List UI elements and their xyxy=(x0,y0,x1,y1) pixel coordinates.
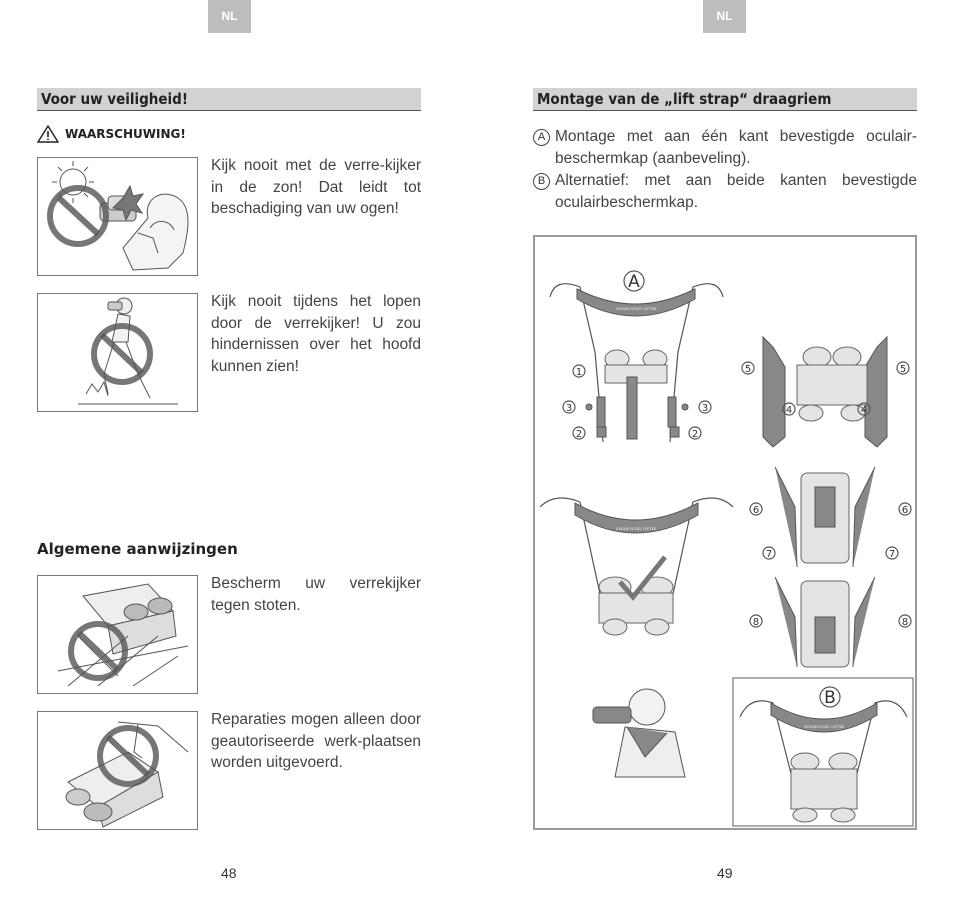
step-6: 6 xyxy=(752,505,760,516)
mounting-options-list xyxy=(533,126,917,214)
warning-text-walking: Kijk nooit tijdens het lopen door de verrekijker! U zou hindernissen over het hoofd kunnen zien! xyxy=(211,293,421,375)
brand-text: SWAROVSKI OPTIK xyxy=(615,306,657,311)
step-8: 8 xyxy=(752,617,760,628)
page-number-right: 49 xyxy=(717,865,733,881)
panel-person-using xyxy=(593,689,685,777)
step-8: 8 xyxy=(901,617,909,628)
panel-strap-adjust-upper xyxy=(750,467,911,567)
general-text-impact: Bescherm uw verrekijker tegen stoten. xyxy=(211,575,421,614)
warning-text-sun: Kijk nooit met de verre-kijker in de zon! Dat leidt tot beschadiging van uw ogen! xyxy=(211,157,421,217)
panel-strap-mounted xyxy=(540,498,733,635)
option-marker: B xyxy=(533,173,550,190)
strap-mounting-figure xyxy=(533,235,917,830)
option-text: Montage met aan één kant bevestigde oculair-beschermkap (aanbeveling). xyxy=(555,128,917,167)
option-text: Alternatief: met aan beide kanten bevestigde oculairbeschermkap. xyxy=(555,172,917,211)
step-2: 2 xyxy=(575,429,583,440)
language-tab: NL xyxy=(703,0,746,33)
language-tab: NL xyxy=(208,0,251,33)
option-b xyxy=(533,170,917,214)
step-2: 2 xyxy=(691,429,699,440)
warning-triangle-icon xyxy=(37,125,59,143)
step-3: 3 xyxy=(565,403,573,414)
strap-mounting-diagram xyxy=(535,237,915,828)
brand-text: SWAROVSKI OPTIK xyxy=(615,526,657,531)
warning-label: WAARSCHUWING! xyxy=(65,127,186,141)
step-4: 4 xyxy=(785,405,793,416)
step-4: 4 xyxy=(860,405,868,416)
step-1: 1 xyxy=(575,367,583,378)
section-title-safety: Voor uw veiligheid! xyxy=(37,88,421,111)
step-6: 6 xyxy=(901,505,909,516)
label-a: A xyxy=(628,272,640,292)
step-5: 5 xyxy=(744,364,752,375)
illustration-impact xyxy=(37,575,198,694)
step-5: 5 xyxy=(899,364,907,375)
option-marker: A xyxy=(533,129,550,146)
page-number-left: 48 xyxy=(221,865,237,881)
panel-eyepiece-attach xyxy=(742,337,909,447)
panel-strap-adjust-lower xyxy=(750,577,911,667)
panel-a-strap xyxy=(550,271,723,442)
brand-text: SWAROVSKI OPTIK xyxy=(803,724,845,729)
step-7: 7 xyxy=(888,549,896,560)
warning-heading xyxy=(37,125,186,143)
general-text-repair: Reparaties mogen alleen door geautoriseerde werk-plaatsen worden uitgevoerd. xyxy=(211,711,421,771)
section-title-strap: Montage van de „lift strap“ draagriem xyxy=(533,88,917,111)
general-instructions-title: Algemene aanwijzingen xyxy=(37,540,238,558)
label-b: B xyxy=(824,688,836,708)
step-7: 7 xyxy=(765,549,773,560)
illustration-repair xyxy=(37,711,198,830)
illustration-sun-warning xyxy=(37,157,198,276)
option-a xyxy=(533,126,917,170)
illustration-walking-warning xyxy=(37,293,198,412)
step-3: 3 xyxy=(701,403,709,414)
